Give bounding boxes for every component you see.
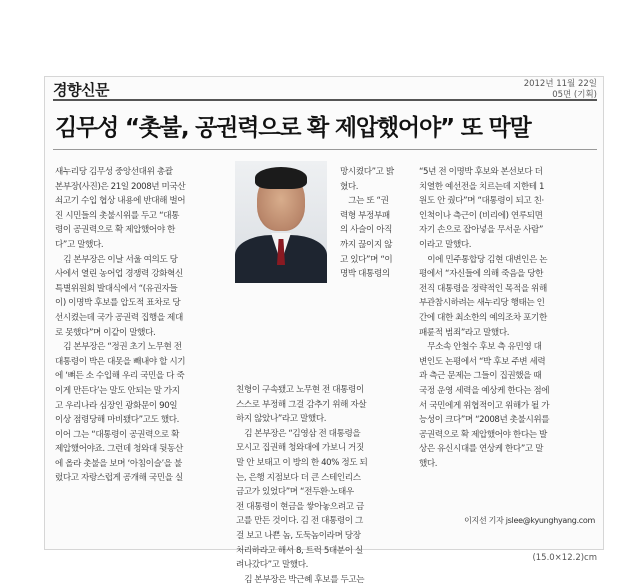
- portrait-photo: [235, 161, 327, 283]
- column-2-text: 친형이 구속됐고 노무현 전 대통령이 스스로 부정해 그걸 감추기 위해 자살 하지 않았나”라고 말했다. 김 본부장은 “김영삼 전 대통령을 모시고 집권해 청와대에 가보니 거짓 말 안 보태고 이 방의 한 40% 정도 되 는, 은행 지점보다 더 큰 스테인리스 금고가 있었다”며 “전두환·노태우 전 대통령이 현금을 쌓아놓으려고 금 고를 만든 것이다. 김 전 대통령이 그 걸 보고 나쁜 놈, 도둑놈이라며 당장 처리하라고 해서 8, 트럭 5대분이 실 려나갔다”고 말했다. 김 본부장은 박근혜 후보를 두고는: [236, 385, 368, 585]
- page-section: 05면 (기획): [552, 90, 597, 100]
- photo-hair: [255, 167, 307, 189]
- newspaper-masthead: 경향신문: [53, 81, 109, 99]
- publication-info: [524, 79, 597, 101]
- publication-date: 2012년 11월 22일: [523, 79, 597, 89]
- masthead-rule: [53, 99, 597, 101]
- column-1-text: 새누리당 김무성 중앙선대위 총괄 본부장(사진)은 21일 2008년 미국산 쇠고기 수입 협상 내용에 반대해 벌어 진 시민들의 촛불시위를 두고 “대통 령이 공권력으로 확 제압했어야 한 다”고 말했다. 김 본부장은 이날 서울 여의도 당 사에서 열린 농어업 경쟁력 강화혁신 특별위원회 발대식에서 “(유권자들 이) 이명박 후보를 압도적 표차로 당 선시켰는데 국가 공권력 집행을 제대 로 못했다”며 이같이 말했다. 김 본부장은 “정권 초기 노무현 전 대통령이 박은 대못을 빼내야 할 시기 에 ‘뼈든 소 수입해 우리 국민을 다 죽 이게 만든다’는 말도 안되는 말 가지 고 우리나라 심장인 광화문이 90일 이상 점령당해 마비됐다”고도 했다. 이어 그는 “대통령이 공권력으로 확 제압했어야죠. 그런데 청와대 뒷동산 에 올라 촛불을 보며 ‘아침이슬’을 불 렀다고 자랑스럽게 공개해 국민을 실: [55, 167, 186, 484]
- article-column-1: [55, 165, 227, 486]
- article-column-3: [419, 165, 595, 471]
- article-headline: 김무성 “촛불, 공권력으로 확 제압했어야” 또 막말: [55, 115, 531, 141]
- column-3-text: “5년 전 이명박 후보와 본선보다 더 치열한 예선전을 치르는데 지한테 1 원도 안 줬다”며 “대통령이 되고 친· 인척이나 측근이 (비리에) 연루되면 자기 손으로 잡아넣을 무서운 사람” 이라고 말했다. 이에 민주통합당 김현 대변인은 논 평에서 “자신들에 의해 죽음을 당한 전직 대통령을 정략적인 목적을 위해 부관참시하려는 새누리당 행태는 인 간에 대한 최소한의 예의조차 포기한 패륜적 범죄”라고 말했다. 무소속 안철수 후보 측 유민영 대 변인도 논평에서 “박 후보 주변 세력 과 측근 문제는 그들이 집권했을 때 국정 운영 세력을 예상케 한다는 점에 서 국민에게 위협적이고 위해가 될 가 능성이 크다”며 “2008년 촛불시위를 공권력으로 확 제압했어야 한다는 발 상은 유신시대를 연상케 한다”고 말 했다.: [419, 167, 550, 469]
- news-clipping: [44, 76, 604, 585]
- column-2-top-text: 망시켰다”고 밝 혔다. 그는 또 “권 력형 부정부패 의 사슬이 아직 까지 끊이지 않 고 있다”며 “이 명박 대통령의: [340, 167, 394, 280]
- clipping-size: (15.0×12.2)cm: [532, 553, 597, 563]
- reporter-byline: 이지선 기자 jslee@kyunghyang.com: [464, 516, 595, 525]
- headline-rule: [53, 149, 597, 150]
